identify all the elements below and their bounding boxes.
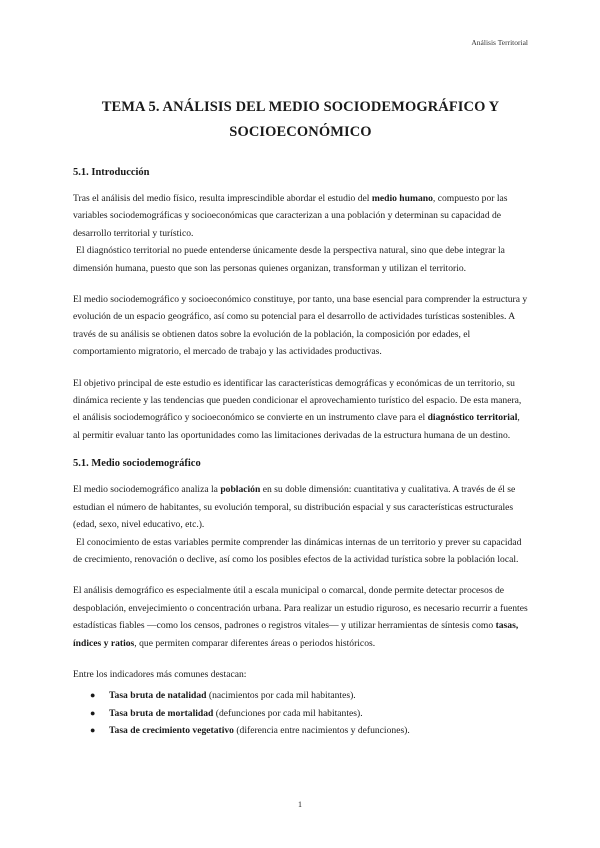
bullet-icon: ● [90,707,96,718]
text-run: El diagnóstico territorial no puede entenderse únicamente desde la perspectiva natural, sino que debe integrar la dimensión humana, puesto que son las personas quienes organizan, transforman y utilizan el territorio. [73,245,505,274]
chapter-title-line-2: SOCIOECONÓMICO [229,124,372,140]
chapter-title [73,95,528,145]
list-item [90,705,528,722]
section-heading-introduccion: 5.1. Introducción [73,167,150,178]
indicators-intro: Entre los indicadores más comunes destacan: [73,668,247,680]
text-run: (diferencia entre nacimientos y defunciones). [233,725,410,737]
socio-paragraph-1 [73,481,528,568]
text-run: (defunciones por cada mil habitantes). [213,707,363,719]
page-content [73,95,528,740]
bold-term: población [220,484,261,496]
text-run: El conocimiento de estas variables permite comprender las dinámicas internas de un territorio y prever su capacidad de crecimiento, renovación o declive, así como los posibles efectos de la actividad turística sobre la población local. [73,536,522,565]
text-run: , al permitir evaluar tanto las oportunidades como las limitaciones derivadas de la estructura humana de un destino. [73,412,520,441]
text-run: El análisis demográfico es especialmente útil a escala municipal o comarcal, donde permite detectar procesos de despoblación, envejecimiento o concentración urbana. Para realizar un estudio riguroso, es necesario recurrir a fuentes estadísticas fiables —como los censos, padrones o registros vitales— y utilizar herramientas de síntesis como [73,585,528,632]
text-run: Tras el análisis del medio físico, resulta imprescindible abordar el estudio del [73,193,372,204]
running-header: Análisis Territorial [471,38,528,47]
bold-term: Tasa bruta de mortalidad [109,707,214,719]
intro-paragraph-2: El medio sociodemográfico y socioeconómico constituye, por tanto, una base esencial para comprender la estructura y evolución de un espacio geográfico, así como su potencial para el desarrollo de actividades turísticas sostenibles. A través de su análisis se obtienen datos sobre la evolución de la población, la composición por edades, el comportamiento migratorio, el mercado de trabajo y las actividades productivas. [73,294,528,358]
bold-term: medio humano [371,193,433,204]
text-run: , que permiten comparar diferentes áreas o periodos históricos. [134,637,376,649]
intro-paragraph-3 [73,375,528,445]
bullet-icon: ● [90,690,96,701]
socio-paragraph-2 [73,582,528,652]
chapter-title-line-1: TEMA 5. ANÁLISIS DEL MEDIO SOCIODEMOGRÁFICO Y [101,99,500,115]
list-item [90,687,528,704]
intro-paragraph-1 [73,190,528,277]
text-run: (nacimientos por cada mil habitantes). [206,690,356,702]
bold-term: Tasa bruta de natalidad [109,690,207,702]
text-run: El objetivo principal de este estudio es identificar las características demográficas y económicas de un territorio, su dinámica reciente y las tendencias que pueden condicionar el aprovechamiento turístico del espacio. De esta manera, el análisis sociodemográfico y socioeconómico se convierte en un instrumento clave para el [73,377,522,424]
text-run: en su doble dimensión: cuantitativa y cualitativa. A través de él se estudian el número de habitantes, su evolución temporal, su distribución espacial y sus características estructurales (edad, sexo, nivel educativo, etc.). [73,484,516,531]
text-run: , compuesto por las variables sociodemográficas y socioeconómicas que caracterizan a una población y determinan su capacidad de desarrollo territorial y turístico. [73,193,508,239]
bold-term: tasas, índices y ratios [73,620,519,649]
list-item [90,722,528,739]
page-number: 1 [298,800,302,809]
section-heading-medio-sociodemografico: 5.1. Medio sociodemográfico [73,458,201,470]
bold-term: Tasa de crecimiento vegetativo [109,725,234,737]
bold-term: diagnóstico territorial [427,412,518,424]
text-run: El medio sociodemográfico analiza la [73,484,221,496]
indicators-list [73,687,528,739]
bullet-icon: ● [90,725,96,736]
